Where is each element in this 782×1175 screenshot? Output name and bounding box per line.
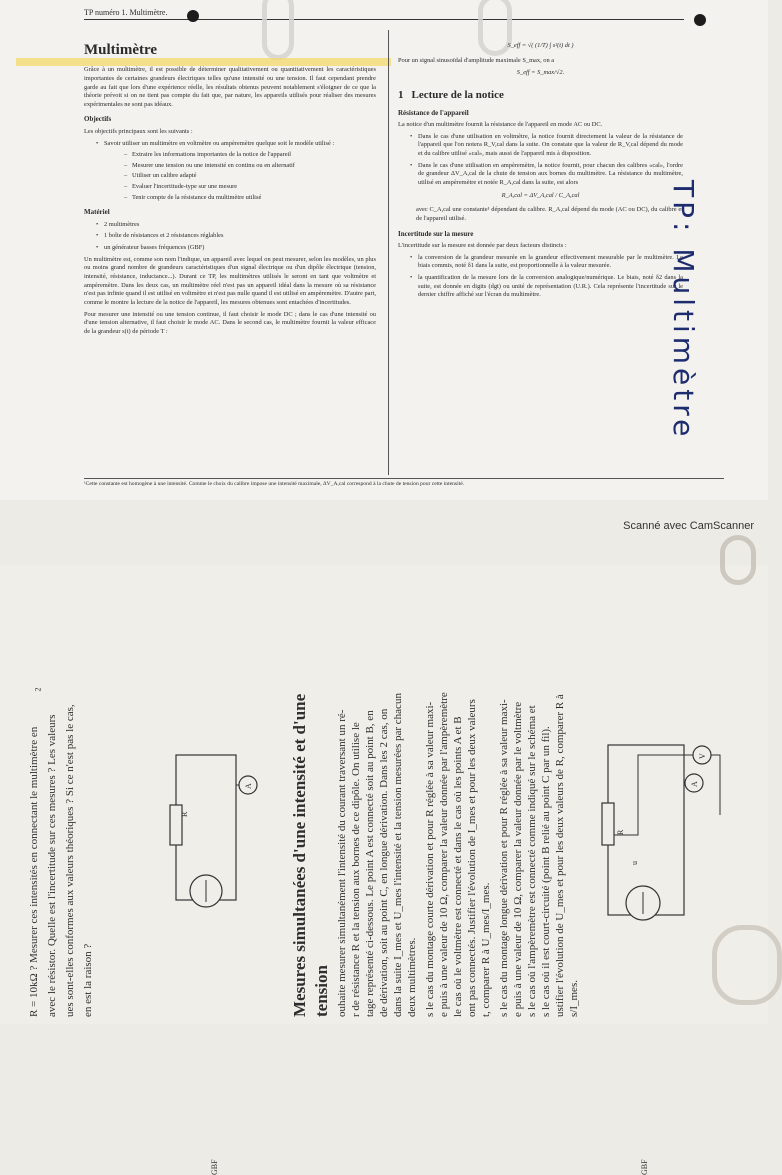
list-item: – Mesurer une tension ou une intensité en continu ou en alternatif bbox=[124, 162, 376, 171]
binder-ring bbox=[720, 535, 756, 585]
body-line: tage représenté ci-dessous. Le point A est connecté soit au point B, en bbox=[364, 710, 376, 1017]
body-line: s le cas où l'ampèremètre est connecté comme indiqué sur le schéma et bbox=[526, 705, 538, 1017]
list-item: – Tenir compte de la résistance du multimètre utilisé bbox=[124, 194, 376, 203]
section-number: 1 bbox=[398, 88, 404, 101]
column-divider bbox=[388, 30, 389, 475]
body-line: s le cas du montage longue dérivation et pour R réglée à sa valeur maxi- bbox=[498, 699, 510, 1017]
incertitude-list bbox=[410, 254, 683, 300]
circuit-label-v: V bbox=[698, 753, 707, 759]
body-line: s/I_mes. bbox=[568, 980, 580, 1017]
body-line: s le cas du montage courte dérivation et pour R réglée à sa valeur maxi- bbox=[424, 701, 436, 1017]
question-line: avec le résistor. Quelle est l'incertitude sur ces mesures ? Les valeurs bbox=[46, 714, 58, 1017]
circuit-label-gbf: GBF bbox=[210, 1159, 219, 1175]
list-item: • la quantification de la mesure lors de la conversion analogique/numérique. Le biais, noté δ2 dans la suite, est donnée en digits (dgt) ou unité de représentation (U.R.). Cela représente l'incertitude sur le dernier chiffre affiché sur l'écran du multimètre. bbox=[410, 274, 683, 300]
question-line: ues sont-elles conformes aux valeurs théoriques ? Si ce n'est pas le cas, bbox=[64, 704, 76, 1017]
incertitude-heading: Incertitude sur la mesure bbox=[398, 229, 474, 238]
list-item: • la conversion de la grandeur mesurée en la grandeur effectivement mesurable par le multimètre. Le biais commis, noté δ1 dans la suite, est proportionnelle à la valeur mesurée. bbox=[410, 254, 683, 271]
sinus-formula: S_eff = S_max/√2. bbox=[516, 69, 565, 77]
circuit-label-r: R bbox=[180, 811, 189, 817]
list-item: – Evaluer l'incertitude-type sur une mesure bbox=[124, 183, 376, 192]
page-header: TP numéro 1. Multimètre. bbox=[84, 8, 684, 20]
scanned-page-1 bbox=[0, 0, 768, 500]
section-title: tension bbox=[312, 965, 331, 1017]
body-line: e puis à une valeur de 10 Ω, comparer la valeur donnée par l'ampèremètre bbox=[438, 692, 450, 1017]
footnote: ¹Cette constante est homogène à une intensité. Comme le choix du calibre impose une intensité maximale, ΔV_A,cal correspond à la chute de tension pour cette intensité. bbox=[84, 478, 724, 487]
body-line: ont pas connectés. Justifier l'évolution de I_mes et pour les deux valeurs bbox=[466, 699, 478, 1017]
circuit-label-u: u bbox=[630, 861, 639, 865]
left-column bbox=[84, 38, 376, 340]
section-title: Lecture de la notice bbox=[411, 88, 504, 101]
body-line: ouhaite mesurer simultanément l'intensité du courant traversant un ré- bbox=[336, 709, 348, 1017]
circuit-label-a: A bbox=[690, 781, 699, 787]
materiel-heading: Matériel bbox=[84, 208, 110, 217]
scanner-watermark: Scanné avec CamScanner bbox=[623, 520, 754, 532]
page-number: 2 bbox=[33, 687, 43, 692]
right-column bbox=[398, 38, 683, 303]
seff-formula: S_eff = √( (1/T) ∫ s²(t) dt ) bbox=[507, 42, 574, 49]
question-line: R = 10kΩ ? Mesurer ces intensités en connectant le multimètre en bbox=[28, 726, 40, 1017]
objectifs-list bbox=[96, 140, 376, 149]
question-line: en est la raison ? bbox=[82, 943, 94, 1017]
section-title: Mesures simultanées d'une intensité et d'une bbox=[290, 693, 309, 1017]
materiel-paragraph: Un multimètre est, comme son nom l'indique, un appareil avec lequel on peut mesurer, selon les modèles, un plus ou moins grand nombre de grandeurs caractéristiques d'un signal électrique ou d'un dipôle électrique (tension, intensité, résistance, inductance...). Durant ce TP, les multimètres utilisés le seront en tant que voltmètre et ampèremètre. Dans les deux cas, un multimètre réel n'est pas un appareil idéal dans la mesure où sa résistance n'est pas infinie quand il est utilisé en voltmètre et n'est pas nulle quand il est utilisé en ampèremètre. D'autre part, comme le montre la lecture de la notice de l'appareil, les mesures obtenues sont entachées d'incertitudes. bbox=[84, 255, 376, 306]
list-item: – Extraire les informations importantes de la notice de l'appareil bbox=[124, 151, 376, 160]
list-item: • Savoir utiliser un multimètre en voltmètre ou ampèremètre quelque soit le modèle utilisé : bbox=[96, 140, 376, 149]
binder-hole bbox=[187, 10, 199, 22]
objectifs-heading: Objectifs bbox=[84, 115, 112, 124]
list-item: • Dans le cas d'une utilisation en ampèremètre, la notice fournit, pour chacun des calibres «cal», l'ordre de grandeur ΔV_A,cal de la chute de tension aux bornes du multimètre. La résistance du multimètre, utilisé en ampèremètre et notée R_A,cal dans la suite, est alors bbox=[410, 162, 683, 188]
circuit-label-a: A bbox=[244, 783, 253, 789]
body-line: ustifier l'évolution de U_mes et pour les deux valeurs de R, comparer R à bbox=[554, 694, 566, 1017]
resistance-list bbox=[410, 133, 683, 188]
body-line: s le cas où il est court-circuité (point B relié au point C par un fil). bbox=[540, 726, 552, 1017]
sinus-text: Pour un signal sinusoïdal d'amplitude maximale S_max, on a bbox=[398, 56, 555, 64]
binder-hole bbox=[694, 14, 706, 26]
body-line: le cas où le voltmètre est connecté et dans le cas où les points A et B bbox=[452, 716, 464, 1017]
resistance-heading: Résistance de l'appareil bbox=[398, 108, 469, 117]
body-line: dans la suite I_mes et U_mes l'intensité et la tension mesurées par chacun bbox=[392, 693, 404, 1017]
circuit-diagram-1 bbox=[168, 745, 263, 915]
body-line: de dérivation, soit au point C, en longue dérivation. Dans les 2 cas, on bbox=[378, 708, 390, 1017]
ra-after: avec C_A,cal une constante¹ dépendant du calibre. R_A,cal dépend du mode (AC ou DC), du calibre et de l'appareil utilisé. bbox=[416, 206, 683, 222]
body-line: e puis à une valeur de 10 Ω, comparer la valeur donnée par le voltmètre bbox=[512, 701, 524, 1017]
body-line: deux multimètres. bbox=[406, 937, 418, 1017]
materiel-list bbox=[96, 221, 376, 253]
scanned-page-2-rotated bbox=[0, 565, 768, 1175]
section-heading bbox=[398, 88, 683, 103]
objectifs-intro: Les objectifs principaux sont les suivants : bbox=[84, 127, 193, 135]
list-item: • un générateur basses fréquences (GBF) bbox=[96, 244, 376, 253]
circuit-label-gbf: GBF bbox=[640, 1159, 649, 1175]
resistance-intro: La notice d'un multimètre fournit la résistance de l'appareil en mode AC ou DC. bbox=[398, 121, 603, 129]
incertitude-intro: L'incertitude sur la mesure est donnée par deux facteurs distincts : bbox=[398, 242, 567, 250]
binder-ring bbox=[712, 925, 782, 1005]
handwritten-annotation: TP: Multimètre bbox=[667, 180, 700, 441]
circuit-label-r: R bbox=[616, 829, 625, 835]
list-item: – Utiliser un calibre adapté bbox=[124, 172, 376, 181]
page-title: Multimètre bbox=[84, 42, 158, 58]
objectifs-sublist bbox=[124, 151, 376, 202]
intro-paragraph: Grâce à un multimètre, il est possible de déterminer qualitativement ou quantitativement les caractéristiques importantes de certaines grandeurs électriques telles qu'une intensité ou une tension. Il faut cependant prendre garde au fait que lors d'une expérience réelle, les résultats obtenus peuvent notablement s'éloigner de ce que la théorie prévoit si on ne tient pas compte du fait que, par nature, les appareils utilisés pour réaliser des mesures expérimentales ne sont pas idéaux. bbox=[84, 66, 376, 108]
body-line: t, comparer R à U_mes/I_mes. bbox=[480, 882, 492, 1017]
list-item: • Dans le cas d'une utilisation en voltmètre, la notice fournit directement la valeur de la résistance de l'appareil que l'on notera R_V,cal dans la suite. On constate que la valeur de R_V,cal dépend du mode et du calibre utilisé «cal», mais aussi de l'appareil mis à disposition. bbox=[410, 133, 683, 159]
mesure-paragraph: Pour mesurer une intensité ou une tension continue, il faut choisir le mode DC ; dans le cas d'une intensité ou d'une tension alternative, il faut choisir le mode AC. Dans le second cas, le multimètre fournit la valeur efficace de la grandeur s(t) de période T : bbox=[84, 310, 376, 335]
ra-formula: R_A,cal = ΔV_A,cal / C_A,cal bbox=[501, 191, 580, 199]
list-item: • 1 boîte de résistances et 2 résistances réglables bbox=[96, 232, 376, 241]
body-line: r de résistance R et la tension aux bornes de ce dipôle. On utilise le bbox=[350, 722, 362, 1017]
list-item: • 2 multimètres bbox=[96, 221, 376, 230]
